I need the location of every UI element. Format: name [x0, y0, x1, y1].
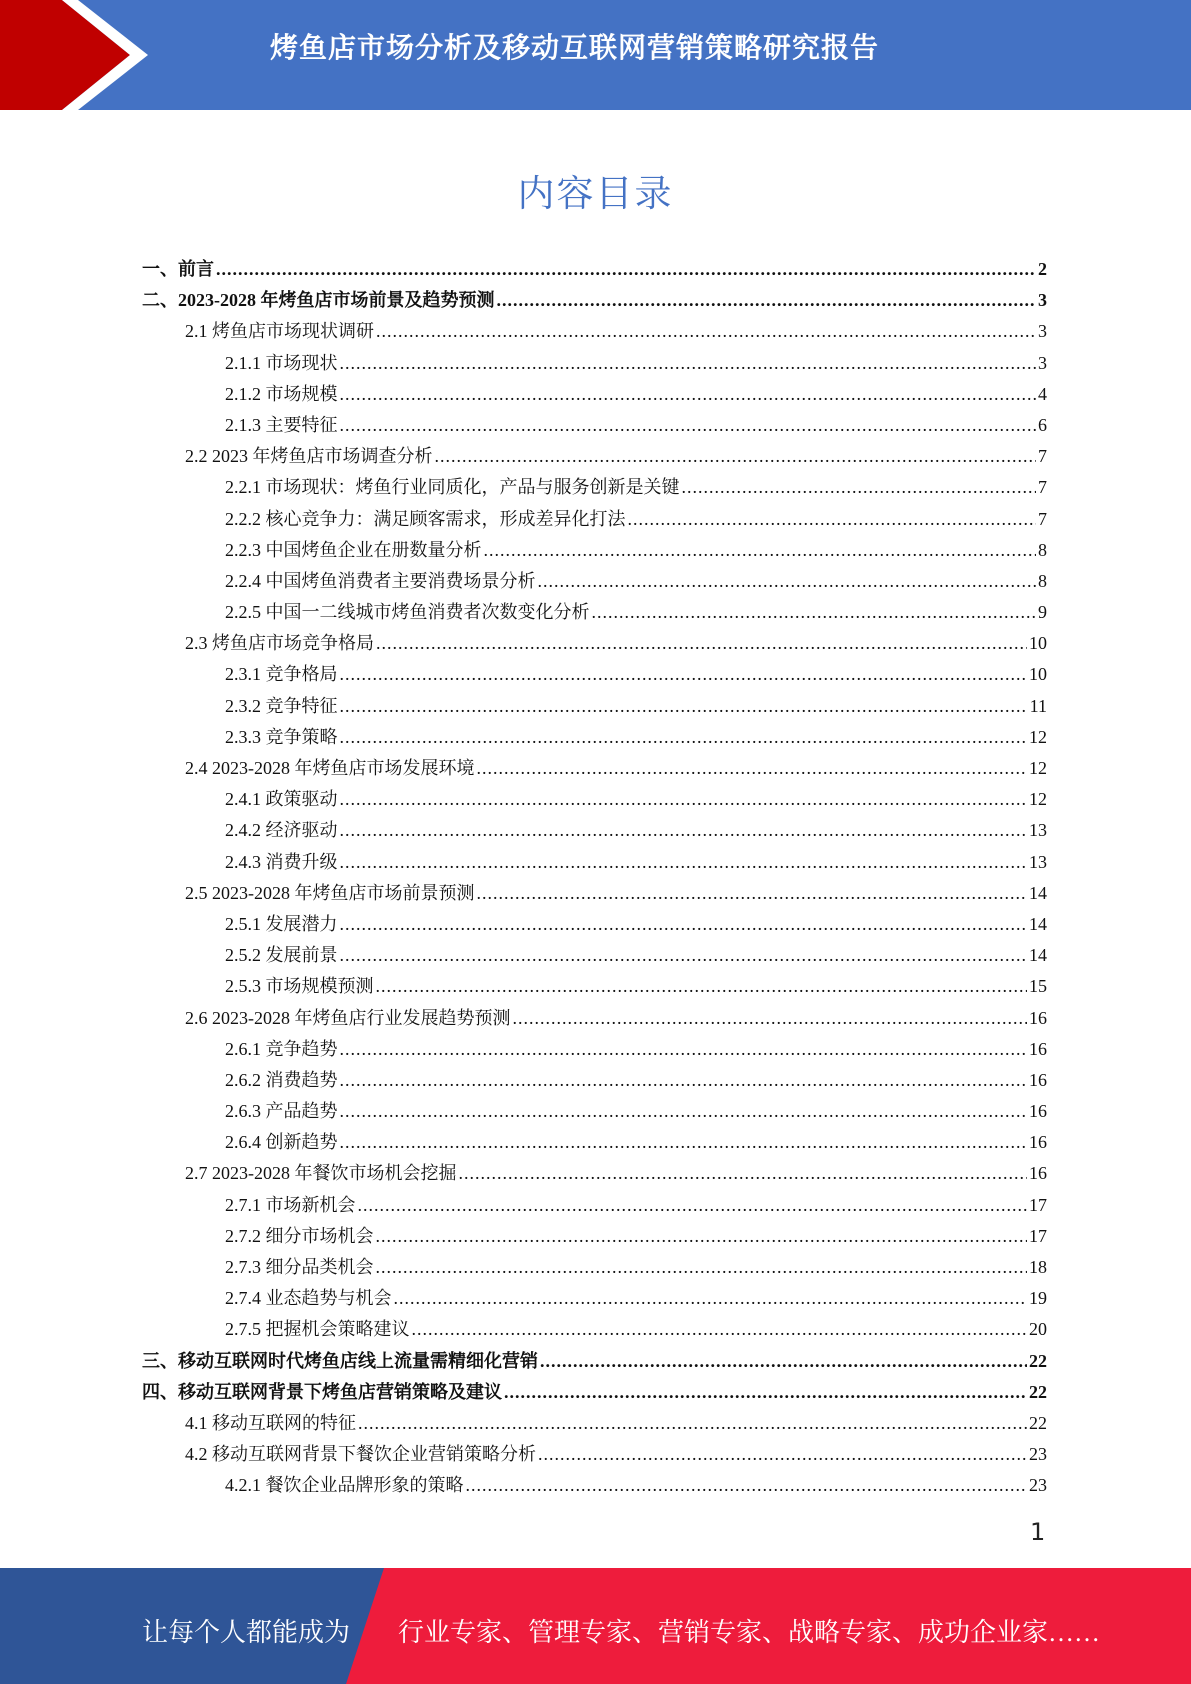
toc-entry[interactable] — [142, 1190, 1047, 1221]
toc-entry-page: 9 — [1038, 602, 1047, 623]
toc-entry[interactable] — [142, 504, 1047, 535]
toc-dot-leader — [340, 940, 1028, 971]
toc-dot-leader — [340, 847, 1028, 878]
toc-entry-label: 2.2.3 中国烤鱼企业在册数量分析 — [225, 539, 482, 560]
toc-entry-label: 2.3.1 竞争格局 — [225, 664, 338, 685]
toc-entry-page: 8 — [1038, 570, 1047, 591]
toc-entry-page: 10 — [1029, 633, 1047, 654]
toc-entry-label: 2.2.5 中国一二线城市烤鱼消费者次数变化分析 — [225, 602, 590, 623]
toc-entry[interactable] — [142, 784, 1047, 815]
toc-entry-label: 四、移动互联网背景下烤鱼店营销策略及建议 — [142, 1381, 502, 1402]
toc-entry-page: 8 — [1038, 539, 1047, 560]
toc-entry[interactable] — [142, 254, 1047, 285]
toc-dot-leader — [435, 441, 1037, 472]
footer-slogan-left: 让每个人都能成为 — [142, 1618, 351, 1647]
toc-dot-leader — [394, 1283, 1028, 1314]
toc-entry-label: 2.7 2023-2028 年餐饮市场机会挖掘 — [185, 1163, 457, 1184]
toc-dot-leader — [340, 1034, 1028, 1065]
toc-entry[interactable] — [142, 1314, 1047, 1345]
toc-entry-label: 2.2.4 中国烤鱼消费者主要消费场景分析 — [225, 570, 536, 591]
toc-dot-leader — [504, 1377, 1027, 1408]
toc-entry-page: 13 — [1029, 820, 1047, 841]
toc-dot-leader — [216, 254, 1036, 285]
toc-entry-label: 2.2.1 市场现状：烤鱼行业同质化，产品与服务创新是关键 — [225, 477, 680, 498]
toc-entry-label: 2.3 烤鱼店市场竞争格局 — [185, 633, 374, 654]
toc-entry-page: 16 — [1029, 1007, 1047, 1028]
toc-entry[interactable] — [142, 285, 1047, 316]
toc-entry-label: 2.4.1 政策驱动 — [225, 789, 338, 810]
toc-entry[interactable] — [142, 1439, 1047, 1470]
toc-entry-label: 2.2.2 核心竞争力：满足顾客需求，形成差异化打法 — [225, 508, 626, 529]
toc-entry-label: 2.1.3 主要特征 — [225, 414, 338, 435]
toc-entry-label: 2.5.3 市场规模预测 — [225, 976, 374, 997]
page-number: 1 — [1030, 1518, 1046, 1546]
toc-dot-leader — [340, 784, 1028, 815]
toc-entry-page: 4 — [1038, 383, 1047, 404]
toc-entry-page: 6 — [1038, 414, 1047, 435]
toc-dot-leader — [340, 691, 1028, 722]
toc-entry-label: 2.6.1 竞争趋势 — [225, 1038, 338, 1059]
toc-entry[interactable] — [142, 753, 1047, 784]
toc-entry[interactable] — [142, 1408, 1047, 1439]
toc-entry[interactable] — [142, 441, 1047, 472]
toc-entry[interactable] — [142, 597, 1047, 628]
toc-entry[interactable] — [142, 348, 1047, 379]
toc-entry[interactable] — [142, 410, 1047, 441]
toc-entry-page: 22 — [1029, 1412, 1047, 1433]
toc-entry[interactable] — [142, 909, 1047, 940]
toc-entry[interactable] — [142, 1003, 1047, 1034]
toc-entry[interactable] — [142, 628, 1047, 659]
toc-entry-label: 2.6.2 消费趋势 — [225, 1069, 338, 1090]
toc-entry-page: 3 — [1038, 321, 1047, 342]
toc-entry[interactable] — [142, 847, 1047, 878]
toc-dot-leader — [340, 1096, 1028, 1127]
toc-entry-label: 2.4.3 消费升级 — [225, 851, 338, 872]
toc-entry-label: 2.7.1 市场新机会 — [225, 1194, 356, 1215]
toc-entry-label: 三、移动互联网时代烤鱼店线上流量需精细化营销 — [142, 1350, 538, 1371]
toc-entry-label: 二、2023-2028 年烤鱼店市场前景及趋势预测 — [142, 290, 495, 311]
toc-entry[interactable] — [142, 1252, 1047, 1283]
toc-dot-leader — [358, 1408, 1027, 1439]
toc-entry-label: 2.1.2 市场规模 — [225, 383, 338, 404]
toc-entry-label: 2.2 2023 年烤鱼店市场调查分析 — [185, 446, 433, 467]
toc-entry[interactable] — [142, 316, 1047, 347]
toc-entry-label: 一、前言 — [142, 259, 214, 279]
toc-entry-label: 2.6.4 创新趋势 — [225, 1132, 338, 1153]
toc-entry[interactable] — [142, 691, 1047, 722]
toc-entry[interactable] — [142, 1221, 1047, 1252]
toc-entry-page: 14 — [1029, 882, 1047, 903]
toc-entry-page: 2 — [1038, 259, 1047, 279]
toc-entry[interactable] — [142, 472, 1047, 503]
toc-entry-label: 2.3.3 竞争策略 — [225, 726, 338, 747]
toc-entry-page: 23 — [1029, 1475, 1047, 1496]
toc-entry-label: 2.1 烤鱼店市场现状调研 — [185, 321, 374, 342]
toc-dot-leader — [477, 878, 1028, 909]
toc-entry-label: 2.7.3 细分品类机会 — [225, 1257, 374, 1277]
toc-entry-label: 2.3.2 竞争特征 — [225, 695, 338, 716]
toc-entry-label: 4.2 移动互联网背景下餐饮企业营销策略分析 — [185, 1444, 536, 1465]
toc-entry-page: 12 — [1029, 758, 1047, 778]
toc-entry-page: 16 — [1029, 1069, 1047, 1090]
toc-dot-leader — [538, 1439, 1027, 1470]
toc-entry-page: 16 — [1029, 1101, 1047, 1122]
toc-entry-page: 14 — [1029, 945, 1047, 966]
toc-dot-leader — [376, 628, 1027, 659]
toc-entry[interactable] — [142, 1346, 1047, 1377]
toc-dot-leader — [682, 472, 1037, 503]
toc-dot-leader — [412, 1314, 1028, 1345]
toc-entry-page: 16 — [1029, 1132, 1047, 1153]
toc-dot-leader — [459, 1158, 1028, 1189]
toc-entry-label: 2.7.2 细分市场机会 — [225, 1225, 374, 1246]
toc-entry-page: 11 — [1029, 695, 1047, 716]
toc-entry-label: 2.7.5 把握机会策略建议 — [225, 1319, 410, 1340]
toc-entry-label: 2.7.4 业态趋势与机会 — [225, 1288, 392, 1309]
toc-dot-leader — [513, 1003, 1028, 1034]
toc-entry-page: 23 — [1029, 1444, 1047, 1465]
toc-entry-label: 2.5.1 发展潜力 — [225, 913, 338, 934]
toc-dot-leader — [628, 504, 1037, 535]
toc-entry-page: 13 — [1029, 851, 1047, 872]
toc-entry-page: 18 — [1029, 1257, 1047, 1277]
toc-entry-page: 14 — [1029, 913, 1047, 934]
toc-entry[interactable] — [142, 535, 1047, 566]
toc-entry-page: 7 — [1038, 446, 1047, 467]
toc-entry-label: 2.5 2023-2028 年烤鱼店市场前景预测 — [185, 882, 475, 903]
toc-dot-leader — [340, 410, 1037, 441]
toc-entry-page: 12 — [1029, 726, 1047, 747]
toc-dot-leader — [358, 1190, 1028, 1221]
toc-dot-leader — [376, 971, 1028, 1002]
toc-entry[interactable] — [142, 1096, 1047, 1127]
toc-entry-label: 4.2.1 餐饮企业品牌形象的策略 — [225, 1475, 464, 1496]
toc-entry[interactable] — [142, 1283, 1047, 1314]
toc-entry-page: 7 — [1038, 477, 1047, 498]
toc-entry-page: 19 — [1029, 1288, 1047, 1309]
toc-entry[interactable] — [142, 659, 1047, 690]
toc-entry[interactable] — [142, 1377, 1047, 1408]
toc-entry-label: 2.6.3 产品趋势 — [225, 1101, 338, 1122]
toc-heading: 内容目录 — [517, 172, 674, 215]
toc-entry[interactable] — [142, 878, 1047, 909]
toc-entry-label: 2.4.2 经济驱动 — [225, 820, 338, 841]
toc-dot-leader — [376, 316, 1036, 347]
toc-entry-page: 7 — [1038, 508, 1047, 529]
toc-entry-page: 3 — [1038, 290, 1047, 311]
toc-dot-leader — [340, 909, 1028, 940]
toc-entry-page: 22 — [1029, 1381, 1047, 1402]
toc-entry-page: 10 — [1029, 664, 1047, 685]
toc-entry[interactable] — [142, 1127, 1047, 1158]
toc-dot-leader — [477, 753, 1028, 784]
toc-entry-page: 3 — [1038, 352, 1047, 373]
toc-entry[interactable] — [142, 940, 1047, 971]
header-banner — [0, 0, 1191, 110]
toc-dot-leader — [340, 815, 1028, 846]
toc-dot-leader — [340, 659, 1028, 690]
toc-entry-page: 15 — [1029, 976, 1047, 997]
footer-slogan-right: 行业专家、管理专家、营销专家、战略专家、成功企业家…… — [398, 1618, 1101, 1647]
toc-entry[interactable] — [142, 722, 1047, 753]
toc-entry-page: 17 — [1029, 1194, 1047, 1215]
toc-dot-leader — [466, 1470, 1028, 1501]
toc-dot-leader — [484, 535, 1037, 566]
toc-entry-page: 12 — [1029, 789, 1047, 810]
toc-entry-page: 22 — [1029, 1350, 1047, 1371]
toc-dot-leader — [340, 348, 1037, 379]
toc-dot-leader — [340, 379, 1037, 410]
toc-entry-page: 20 — [1029, 1319, 1047, 1340]
toc-entry[interactable] — [142, 566, 1047, 597]
toc-entry-page: 17 — [1029, 1225, 1047, 1246]
toc-entry[interactable] — [142, 815, 1047, 846]
toc-dot-leader — [340, 722, 1028, 753]
toc-entry-label: 2.6 2023-2028 年烤鱼店行业发展趋势预测 — [185, 1007, 511, 1028]
toc-entry[interactable] — [142, 1158, 1047, 1189]
toc-dot-leader — [340, 1065, 1028, 1096]
toc-entry-label: 2.5.2 发展前景 — [225, 945, 338, 966]
toc-entry[interactable] — [142, 1034, 1047, 1065]
toc-entry[interactable] — [142, 1470, 1047, 1501]
toc-dot-leader — [340, 1127, 1028, 1158]
toc-entry[interactable] — [142, 1065, 1047, 1096]
report-title: 烤鱼店市场分析及移动互联网营销策略研究报告 — [270, 31, 880, 64]
toc-entry-label: 2.1.1 市场现状 — [225, 352, 338, 373]
table-of-contents — [142, 254, 1047, 1502]
toc-dot-leader — [497, 285, 1037, 316]
toc-entry[interactable] — [142, 379, 1047, 410]
toc-dot-leader — [376, 1221, 1028, 1252]
toc-dot-leader — [376, 1252, 1028, 1283]
toc-entry-page: 16 — [1029, 1163, 1047, 1184]
toc-entry-label: 2.4 2023-2028 年烤鱼店市场发展环境 — [185, 758, 475, 778]
toc-entry-label: 4.1 移动互联网的特征 — [185, 1412, 356, 1433]
toc-dot-leader — [592, 597, 1037, 628]
toc-entry-page: 16 — [1029, 1038, 1047, 1059]
toc-dot-leader — [538, 566, 1037, 597]
footer-banner — [0, 1568, 1191, 1684]
toc-dot-leader — [540, 1346, 1027, 1377]
toc-entry[interactable] — [142, 971, 1047, 1002]
